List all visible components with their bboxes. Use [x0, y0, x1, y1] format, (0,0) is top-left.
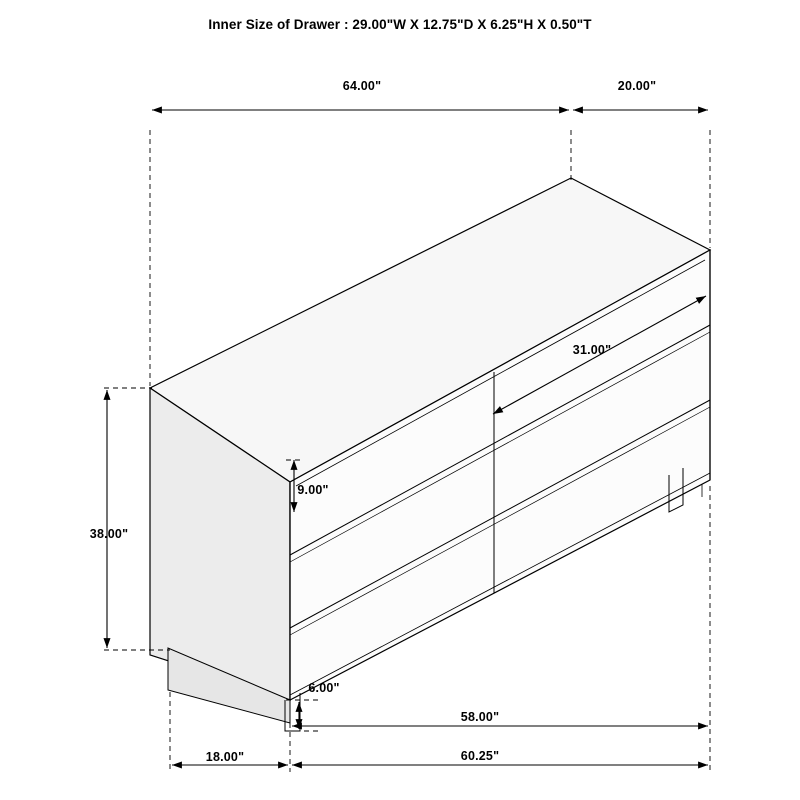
dim-label-top-width: 64.00" — [342, 79, 382, 93]
dim-label-side-offset: 18.00" — [205, 750, 245, 764]
dim-label-overall-height: 38.00" — [89, 527, 129, 541]
dim-label-base-front-width: 58.00" — [460, 710, 500, 724]
dresser-body — [150, 178, 710, 731]
dim-label-drawer-height: 9.00" — [297, 483, 329, 497]
dim-label-drawer-diagonal: 31.00" — [572, 343, 612, 357]
dim-label-base-total-width: 60.25" — [460, 749, 500, 763]
page-title: Inner Size of Drawer : 29.00"W X 12.75"D X 6.25"H X 0.50"T — [208, 17, 592, 32]
dim-label-leg-height: 6.00" — [308, 681, 340, 695]
dim-label-top-depth: 20.00" — [617, 79, 657, 93]
